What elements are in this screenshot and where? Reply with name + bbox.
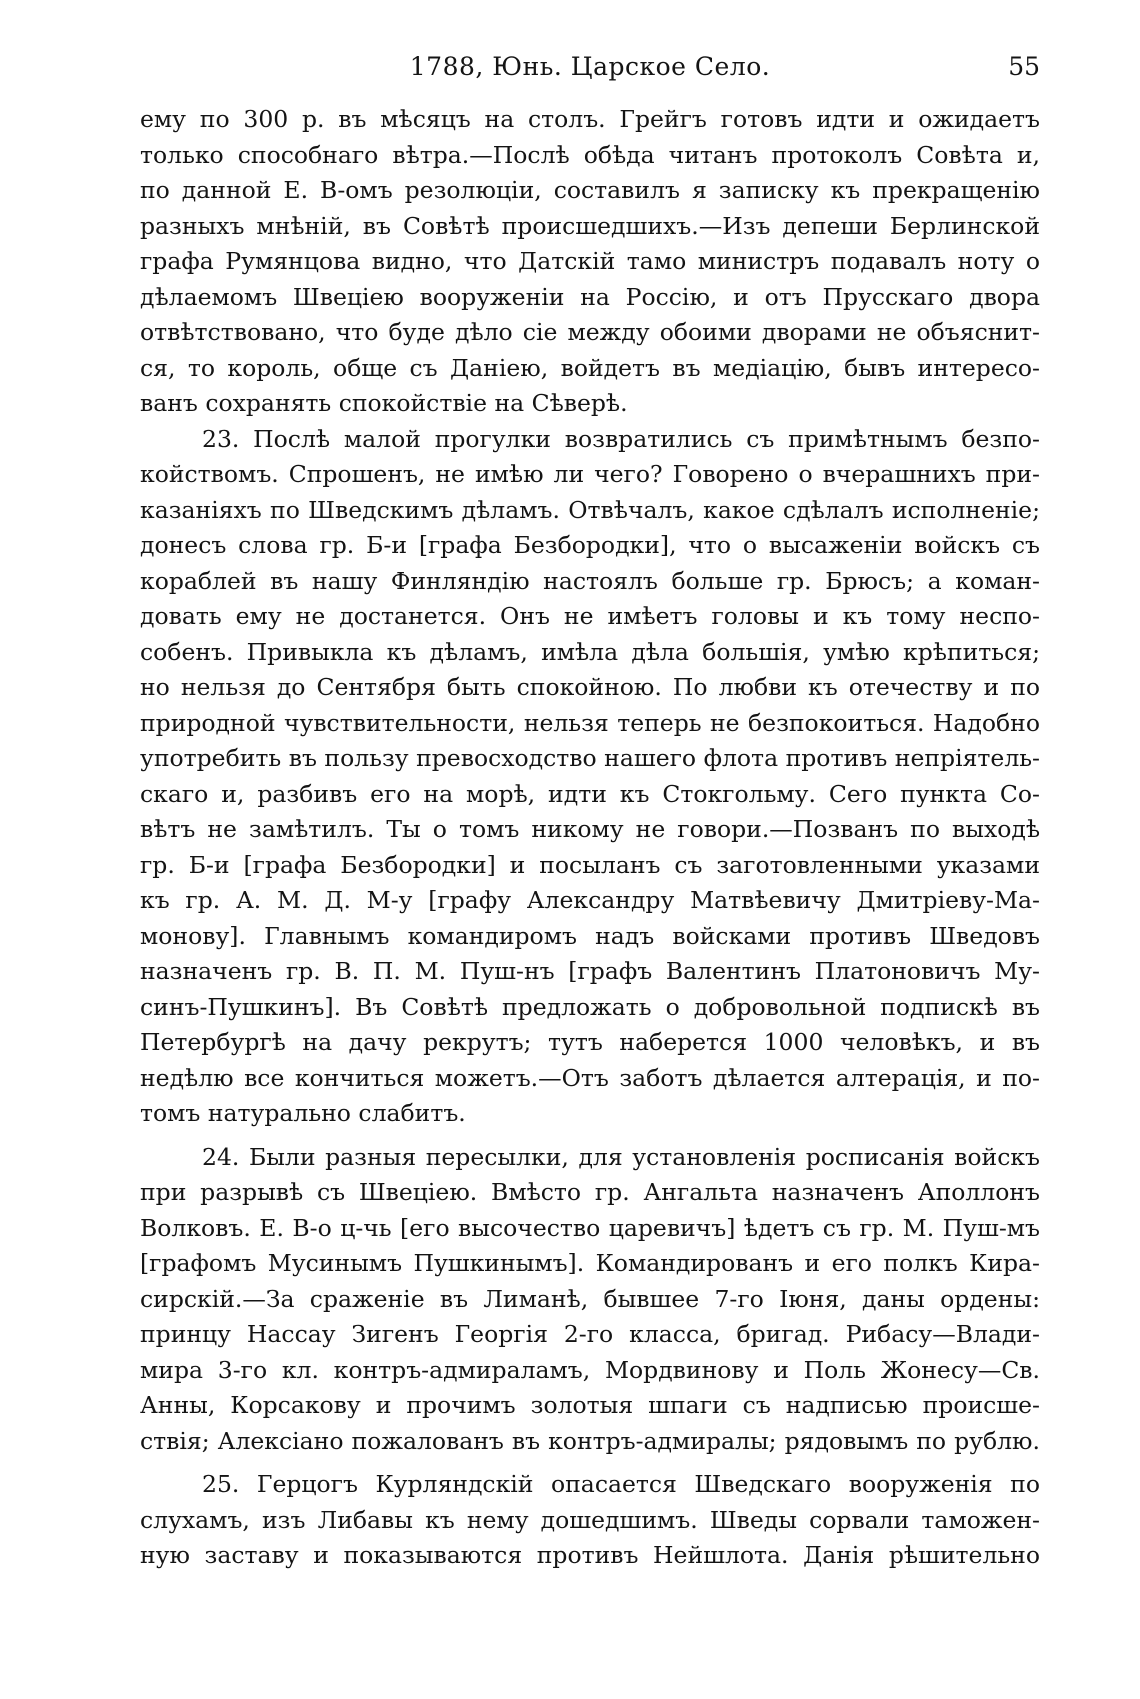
- text-line: Петербургѣ на дачу рекрутъ; тутъ наберется 1000 человѣкъ, и въ: [140, 1028, 1040, 1056]
- text-line: употребить въ пользу превосходство нашего флота противъ непріятель-: [140, 744, 1040, 772]
- text-line: гр. Б-и [графа Безбородки] и посыланъ съ заготовленными указами: [140, 850, 1040, 879]
- text-line: принцу Нассау Зигенъ Георгія 2-го класса, бригад. Рибасу—Влади-: [140, 1320, 1040, 1348]
- text-line: къ гр. А. М. Д. М-у [графу Александру Матвѣевичу Дмитріеву-Ма-: [140, 886, 1040, 914]
- text-line: при разрывѣ съ Швеціею. Вмѣсто гр. Ангальта назначенъ Аполлонъ: [140, 1178, 1040, 1206]
- text-line: сирскій.—За сраженіе въ Лиманѣ, бывшее 7-го Іюня, даны ордены:: [140, 1284, 1040, 1313]
- body-text: [140, 102, 1040, 1574]
- text-line: синъ-Пушкинъ]. Въ Совѣтѣ предложать о добровольной подпискѣ въ: [140, 992, 1040, 1021]
- text-line: ствія; Алексіано пожалованъ въ контръ-адмиралы; рядовымъ по рублю.: [140, 1426, 1040, 1455]
- text-line: природной чувствительности, нельзя теперь не безпокоиться. Надобно: [140, 708, 1040, 737]
- text-line: ся, то король, обще съ Даніею, войдетъ въ медіацію, бывъ интересо-: [140, 353, 1040, 382]
- text-line: недѣлю все кончиться можетъ.—Отъ заботъ дѣлается алтерація, и по-: [140, 1063, 1040, 1092]
- text-line: слухамъ, изъ Либавы къ нему дошедшимъ. Шведы сорвали таможен-: [140, 1505, 1040, 1534]
- text-line: Волковъ. Е. В-о ц-чь [его высочество царевичъ] ѣдетъ съ гр. М. Пуш-мъ: [140, 1213, 1040, 1242]
- text-line: вѣтъ не замѣтилъ. Ты о томъ никому не говори.—Позванъ по выходѣ: [140, 815, 1040, 843]
- text-line: донесъ слова гр. Б-и [графа Безбородки], что о высаженіи войскъ съ: [140, 531, 1040, 559]
- text-line: 23. Послѣ малой прогулки возвратились съ примѣтнымъ безпо-: [202, 424, 1040, 453]
- text-line: казаніяхъ по Шведскимъ дѣламъ. Отвѣчалъ, какое сдѣлалъ исполненіе;: [140, 495, 1040, 524]
- paragraph-entry-25: [140, 1467, 1040, 1574]
- text-line: ванъ сохранять спокойствіе на Сѣверѣ.: [140, 389, 628, 417]
- text-line: отвѣтствовано, что буде дѣло сіе между обоими дворами не объяснит-: [140, 318, 1040, 346]
- text-line: томъ натурально слабитъ.: [140, 1099, 466, 1127]
- text-line: графа Румянцова видно, что Датскій тамо министръ подавалъ ноту о: [140, 247, 1040, 275]
- text-line: мира 3-го кл. контръ-адмираламъ, Мордвинову и Поль Жонесу—Св.: [140, 1355, 1040, 1384]
- text-line: ему по 300 р. въ мѣсяцъ на столъ. Грейгъ готовъ идти и ожидаетъ: [140, 105, 1040, 133]
- text-line: назначенъ гр. В. П. М. Пуш-нъ [графъ Валентинъ Платоновичъ Му-: [140, 957, 1040, 985]
- text-line: довать ему не достанется. Онъ не имѣетъ головы и къ тому неспо-: [140, 602, 1040, 630]
- text-line: только способнаго вѣтра.—Послѣ обѣда читанъ протоколъ Совѣта и,: [140, 140, 1040, 169]
- paragraph-gap: [140, 1459, 1040, 1467]
- text-line: по данной Е. В-омъ резолюціи, составилъ я записку къ прекращенію: [140, 176, 1040, 204]
- text-line: но нельзя до Сентября быть спокойною. По любви къ отечеству и по: [140, 673, 1040, 701]
- paragraph-continuation: [140, 102, 1040, 422]
- text-line: Анны, Корсакову и прочимъ золотыя шпаги съ надписью происше-: [140, 1391, 1040, 1419]
- paragraph-gap: [140, 1132, 1040, 1140]
- text-line: разныхъ мнѣній, въ Совѣтѣ происшедшихъ.—Изъ депеши Берлинской: [140, 211, 1040, 240]
- text-line: монову]. Главнымъ командиромъ надъ войсками противъ Шведовъ: [140, 921, 1040, 950]
- paragraph-entry-23: [140, 422, 1040, 1132]
- text-line: 24. Были разныя пересылки, для установленія росписанія войскъ: [202, 1142, 1040, 1171]
- text-line: скаго и, разбивъ его на морѣ, идти къ Стокгольму. Сего пункта Со-: [140, 779, 1040, 808]
- page-number: 55: [1008, 52, 1040, 81]
- text-line: кораблей въ нашу Финляндію настоялъ больше гр. Брюсъ; а коман-: [140, 566, 1040, 595]
- running-title: 1788, Юнь. Царское Село.: [409, 52, 771, 81]
- paragraph-entry-24: [140, 1140, 1040, 1460]
- text-line: [графомъ Мусинымъ Пушкинымъ]. Командированъ и его полкъ Кира-: [140, 1249, 1040, 1277]
- text-line: собенъ. Привыкла къ дѣламъ, имѣла дѣла большія, умѣю крѣпиться;: [140, 637, 1040, 666]
- text-line: 25. Герцогъ Курляндскій опасается Шведскаго вооруженія по: [202, 1470, 1040, 1498]
- text-line: койствомъ. Спрошенъ, не имѣю ли чего? Говорено о вчерашнихъ при-: [140, 460, 1040, 488]
- running-header: [140, 52, 1040, 88]
- text-line: ную заставу и показываются противъ Нейшлота. Данія рѣшительно: [140, 1541, 1040, 1569]
- text-line: дѣлаемомъ Швеціею вооруженіи на Россію, и отъ Прусскаго двора: [140, 282, 1040, 311]
